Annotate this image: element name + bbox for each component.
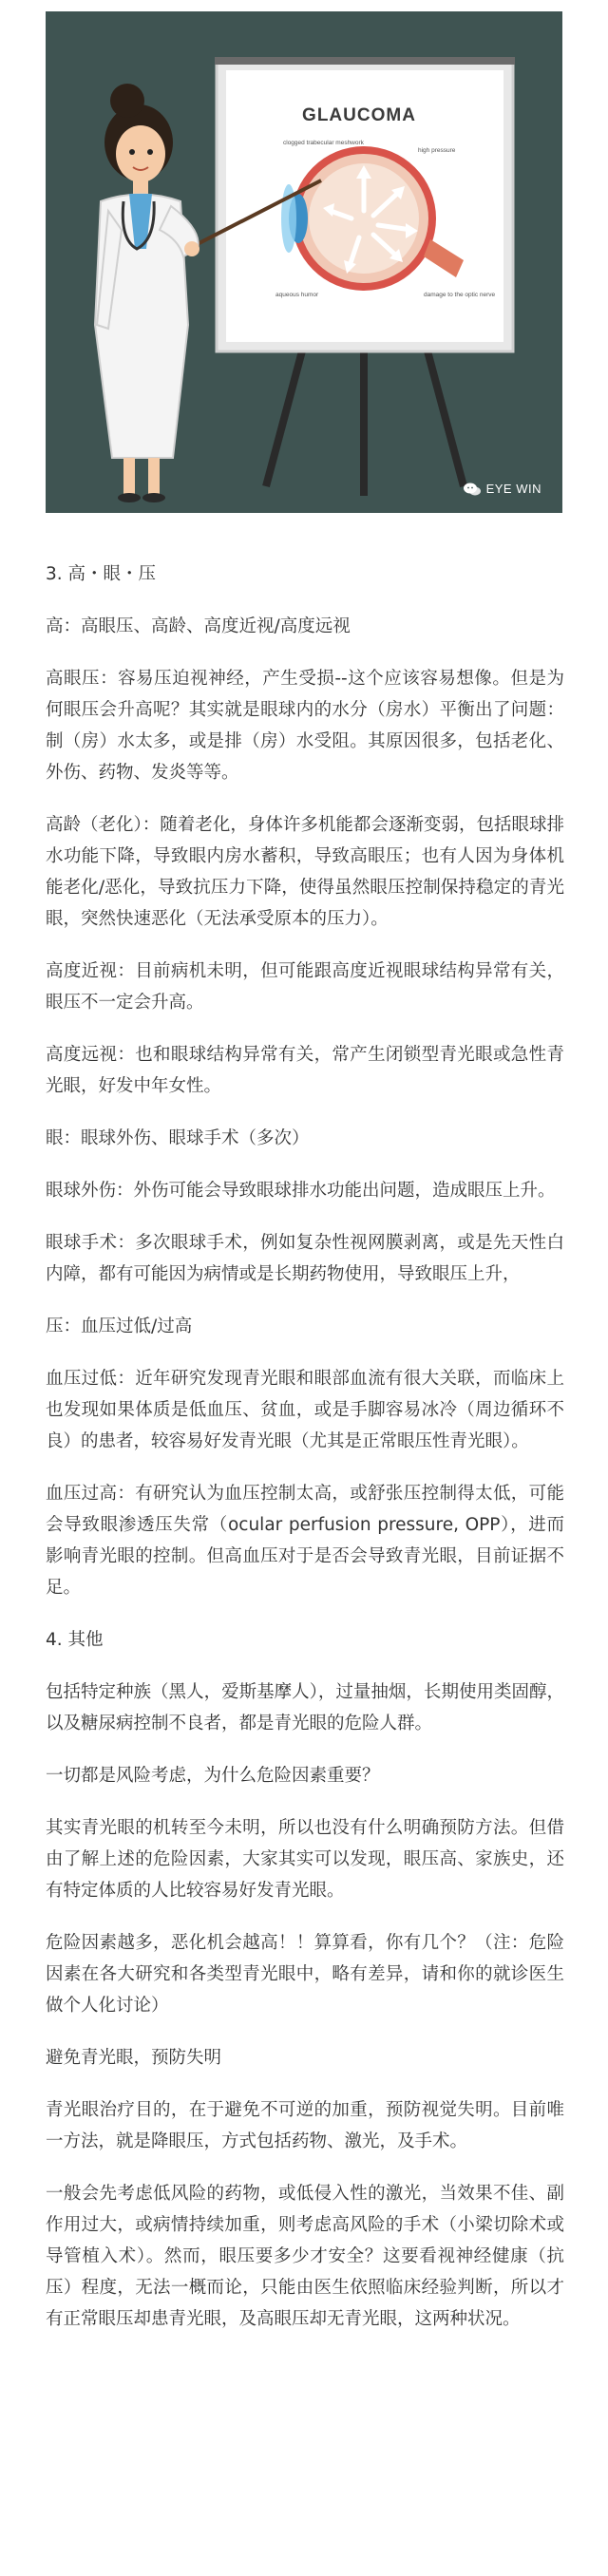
- illustration-art: [46, 11, 562, 513]
- article-paragraph: 压：血压过低/过高: [46, 1316, 193, 1336]
- article-paragraph: 包括特定种族（黑人，爱斯基摩人），过量抽烟，长期使用类固醇，以及糖尿病控制不良者，都是青光眼的危险人群。: [46, 1682, 564, 1733]
- article-paragraph: 一切都是风险考虑，为什么危险因素重要？: [46, 1766, 380, 1786]
- glaucoma-illustration: [46, 11, 562, 513]
- article-paragraph: 危险因素越多，恶化机会越高！！算算看，你有几个？（注：危险因素在各大研究和各类型青光眼中，略有差异，请和你的就诊医生做个人化讨论）: [46, 1933, 564, 2016]
- article-paragraph: 高龄（老化）：随着老化，身体许多机能都会逐渐变弱，包括眼球排水功能下降，导致眼内房水蓄积，导致高眼压；也有人因为身体机能老化/恶化，导致抗压力下降，使得虽然眼压控制保持稳定的青光眼，突然快速恶化（无法承受原本的压力）。: [46, 815, 564, 929]
- label-clogged: clogged trabecular meshwork: [283, 140, 364, 146]
- article-paragraph: 眼：眼球外伤、眼球手术（多次）: [46, 1128, 310, 1148]
- article-paragraph: 眼球手术：多次眼球手术，例如复杂性视网膜剥离，或是先天性白内障，都有可能因为病情或是长期药物使用，导致眼压上升，: [46, 1233, 564, 1284]
- label-aqueous: aqueous humor: [276, 292, 319, 298]
- article-paragraph: 一般会先考虑低风险的药物，或低侵入性的激光，当效果不佳、副作用过大，或病情持续加重，则考虑高风险的手术（小梁切除术或导管植入术）。然而，眼压要多少才安全？这要看视神经健康（抗压）程度，无法一概而论，只能由医生依照临床经验判断，所以才有正常眼压却患青光眼，及高眼压却无青光眼，这两种状况。: [46, 2184, 564, 2329]
- article-paragraph: 血压过低：近年研究发现青光眼和眼部血流有很大关联，而临床上也发现如果体质是低血压、贫血，或是手脚容易冰冷（周边循环不良）的患者，较容易好发青光眼（尤其是正常眼压性青光眼）。: [46, 1369, 564, 1451]
- article-paragraph: 其实青光眼的机转至今未明，所以也没有什么明确预防方法。但借由了解上述的危险因素，大家其实可以发现，眼压高、家族史，还有特定体质的人比较容易好发青光眼。: [46, 1818, 564, 1901]
- watermark: [464, 482, 542, 496]
- article-paragraph: 高度远视：也和眼球结构异常有关，常产生闭锁型青光眼或急性青光眼，好发中年女性。: [46, 1045, 564, 1096]
- article-paragraph: 血压过高：有研究认为血压控制太高，或舒张压控制得太低，可能会导致眼渗透压失常（ocular perfusion pressure, OPP），进而影响青光眼的控制。但高血压对于是否会导致青光眼，目前证据不足。: [46, 1484, 564, 1598]
- label-high-pressure: high pressure: [418, 147, 456, 154]
- article-body: [46, 559, 564, 2356]
- article-paragraph: 高度近视：目前病机未明，但可能跟高度近视眼球结构异常有关，眼压不一定会升高。: [46, 961, 564, 1013]
- article-paragraph: 眼球外伤：外伤可能会导致眼球排水功能出问题，造成眼压上升。: [46, 1181, 556, 1201]
- article-paragraph: 4. 其他: [46, 1630, 104, 1650]
- article-paragraph: 青光眼治疗目的，在于避免不可逆的加重，预防视觉失明。目前唯一方法，就是降眼压，方式包括药物、激光，及手术。: [46, 2100, 564, 2151]
- wechat-icon: [464, 483, 481, 496]
- article-paragraph: 高：高眼压、高龄、高度近视/高度远视: [46, 616, 351, 636]
- article-paragraph: 高眼压：容易压迫视神经，产生受损--这个应该容易想像。但是为何眼压会升高呢？其实就是眼球内的水分（房水）平衡出了问题：制（房）水太多，或是排（房）水受阻。其原因很多，包括老化、外伤、药物、发炎等等。: [46, 669, 564, 783]
- poster-title: GLAUCOMA: [302, 105, 416, 125]
- article-paragraph: 3. 高・眼・压: [46, 564, 157, 584]
- watermark-text: EYE WIN: [485, 482, 542, 496]
- article-paragraph: 避免青光眼，预防失明: [46, 2048, 222, 2068]
- label-damage: damage to the optic nerve: [424, 292, 496, 298]
- doctor-figure: [95, 84, 200, 502]
